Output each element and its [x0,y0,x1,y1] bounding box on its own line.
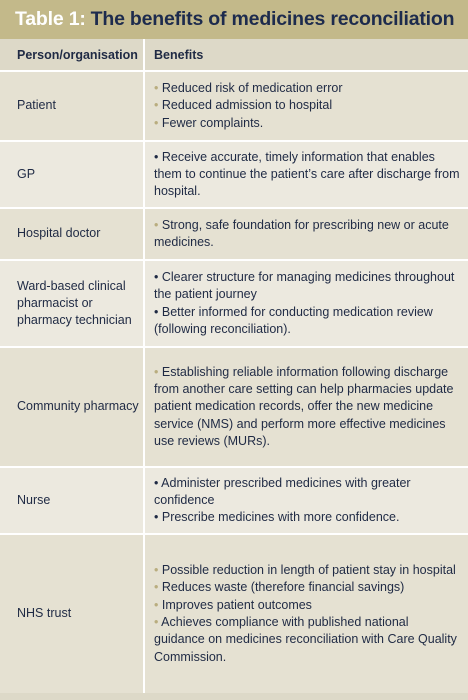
header-benefits: Benefits [154,47,204,62]
bullet-icon: • [154,217,162,232]
benefit-item [154,269,462,304]
benefit-item [154,475,462,510]
table-number: Table 1: [15,8,86,30]
benefit-text: Administer prescribed medicines with greater confidence [154,475,411,507]
benefit-text: Better informed for conducting medication review (following reconciliation). [154,304,433,336]
person-cell: Nurse [0,468,145,533]
bullet-icon: • [154,98,162,113]
benefit-item [154,597,462,614]
benefit-text: Prescribe medicines with more confidence. [161,510,400,525]
bullet-icon: • [154,115,162,130]
benefit-item [154,579,462,596]
benefits-cell [145,468,468,533]
bullet-icon: • [154,269,162,284]
bullet-icon: • [154,81,162,96]
benefit-item [154,614,462,666]
person-cell: GP [0,142,145,207]
table-title [0,0,468,39]
benefit-item [154,304,462,339]
benefits-cell [145,142,468,207]
person-cell: NHS trust [0,535,145,693]
benefit-item [154,149,462,201]
benefits-cell [145,535,468,693]
bullet-icon: • [154,597,162,612]
benefit-text: Receive accurate, timely information that enables them to continue the patient’s care after discharge from hospital. [154,149,460,199]
benefit-text: Reduced admission to hospital [161,98,333,113]
benefit-text: Reduces waste (therefore financial savings) [161,580,405,595]
header-person: Person/organisation [0,39,145,70]
bullet-icon: • [154,580,162,595]
benefits-cell [145,72,468,140]
benefit-item [154,509,462,526]
benefit-item [154,97,462,114]
benefit-item [154,115,462,132]
benefit-item [154,217,462,252]
bullet-icon: • [154,364,162,379]
person-cell: Ward-based clinical pharmacist or pharmacy technician [0,261,145,346]
table-row [0,466,468,533]
benefit-item [154,80,462,97]
benefits-cell [145,261,468,346]
person-cell: Hospital doctor [0,209,145,259]
benefit-text: Clearer structure for managing medicines throughout the patient journey [154,269,455,302]
person-cell: Community pharmacy [0,348,145,466]
person-cell: Patient [0,72,145,140]
table-row [0,259,468,346]
table-row [0,533,468,693]
bullet-icon: • [154,475,162,490]
table-row [0,70,468,140]
benefit-item [154,562,462,579]
benefit-text: Strong, safe foundation for prescribing new or acute medicines. [154,217,449,249]
table-body [0,70,468,693]
benefit-text: Fewer complaints. [161,115,264,130]
table-row [0,346,468,466]
table-header [0,39,468,70]
benefit-text: Achieves compliance with published national guidance on medicines reconciliation with Care Quality Commission. [154,615,457,664]
bullet-icon: • [154,563,162,578]
benefit-text: Establishing reliable information following discharge from another care setting can help pharmacies update patient medication records, offer the new medicine service (NMS) and perform more effective medicines use reviews (MURs). [154,364,454,448]
table-row [0,207,468,259]
bullet-icon: • [154,304,162,319]
bullet-icon: • [154,510,162,525]
benefit-item [154,364,462,450]
table-caption: The benefits of medicines reconciliation [90,8,455,30]
bullet-icon: • [154,615,162,629]
table-row [0,140,468,207]
benefit-text: Possible reduction in length of patient stay in hospital [161,563,456,578]
benefit-text: Improves patient outcomes [161,597,312,612]
benefit-text: Reduced risk of medication error [161,81,343,96]
benefits-cell [145,348,468,466]
bullet-icon: • [154,149,162,164]
benefits-cell [145,209,468,259]
